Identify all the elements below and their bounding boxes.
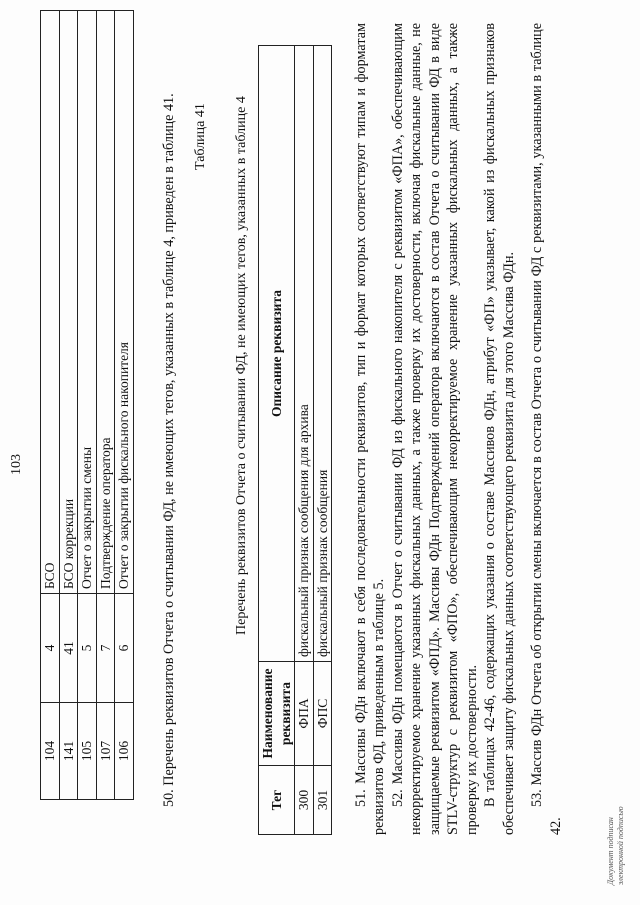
table-row: [41, 11, 60, 800]
cell-name: БСО коррекции: [59, 11, 78, 594]
table-row: [59, 11, 78, 800]
continuation-table: [40, 10, 134, 800]
table-row: [96, 11, 115, 800]
header-description: Описание реквизита: [259, 46, 295, 662]
cell-code: 41: [59, 594, 78, 703]
paragraph-51: 51. Массивы ФДн включают в себя последовательности реквизитов, тип и формат которых соответствуют типам и форматам реквизитов ФД, приведенным в таблице 5.: [353, 23, 388, 835]
footer-note: [606, 806, 625, 885]
table-row: [115, 11, 134, 800]
paragraph-52: 52. Массивы ФДн помещаются в Отчет о считывании ФД из фискального накопителя с реквизитом «ФПА», обеспечивающим некорректируемое хранение указанных фискальных данных, а также проверку их достоверности, включая фискальные данные, не защищаемые реквизитом «ФПД». Массивы ФДн Подтверждений оператора включаются в состав Отчета о считывании ФД в виде STLV-структур с реквизитом «ФПО», обеспечивающим некорректируемое хранение указанных фискальных данных, а также проверку их достоверности.: [389, 23, 480, 835]
cell-code: 6: [115, 594, 134, 703]
cell-description: фискальный признак сообщения для архива: [295, 46, 314, 662]
table-row: [313, 46, 332, 835]
paragraph-50: [160, 23, 178, 835]
cell-code: 7: [96, 594, 115, 703]
cell-tag: 104: [41, 703, 60, 800]
table-row: [295, 46, 314, 835]
cell-name: ФПА: [295, 662, 314, 766]
paragraph-50-text: 50. Перечень реквизитов Отчета о считывании ФД, не имеющих тегов, указанных в таблице 4, приведен в таблице 41.: [161, 93, 177, 807]
footer-note-line-2: электронной подписью: [615, 806, 625, 885]
footer-note-line-1: Документ подписан: [606, 817, 615, 885]
cell-name: Подтверждение оператора: [96, 11, 115, 594]
cell-tag: 141: [59, 703, 78, 800]
cell-code: 4: [41, 594, 60, 703]
header-name: Наименование реквизита: [259, 662, 295, 766]
paragraph-53: 53. Массив ФДн Отчета об открытии смены включается в состав Отчета о считывании ФД с реквизитами, указанными в таблице 42.: [529, 23, 564, 835]
cell-name: Отчет о закрытии смены: [78, 11, 97, 594]
cell-tag: 105: [78, 703, 97, 800]
table-41-label: Таблица 41: [193, 103, 208, 170]
paragraph-52-continued: В таблицах 42-46, содержащих указания о составе Массивов ФДн, атрибут «ФП» указывает, какой из фискальных признаков обеспечивает защиту фискальных данных соответствующего реквизита для этого Массива ФДн.: [482, 23, 517, 835]
cell-code: 5: [78, 594, 97, 703]
table-41-caption: Перечень реквизитов Отчета о считывании ФД, не имеющих тегов, указанных в таблице 4: [234, 96, 249, 635]
cell-name: ФПС: [313, 662, 332, 766]
cell-tag: 301: [313, 766, 332, 835]
page-number: 103: [9, 454, 24, 475]
header-tag: Тег: [259, 766, 295, 835]
cell-name: БСО: [41, 11, 60, 594]
cell-description: фискальный признак сообщения: [313, 46, 332, 662]
cell-tag: 300: [295, 766, 314, 835]
table-row: [78, 11, 97, 800]
table-41: [258, 45, 332, 835]
cell-tag: 106: [115, 703, 134, 800]
cell-tag: 107: [96, 703, 115, 800]
body-text: [352, 23, 565, 835]
table-41-header-row: [259, 46, 295, 835]
cell-name: Отчет о закрытии фискального накопителя: [115, 11, 134, 594]
